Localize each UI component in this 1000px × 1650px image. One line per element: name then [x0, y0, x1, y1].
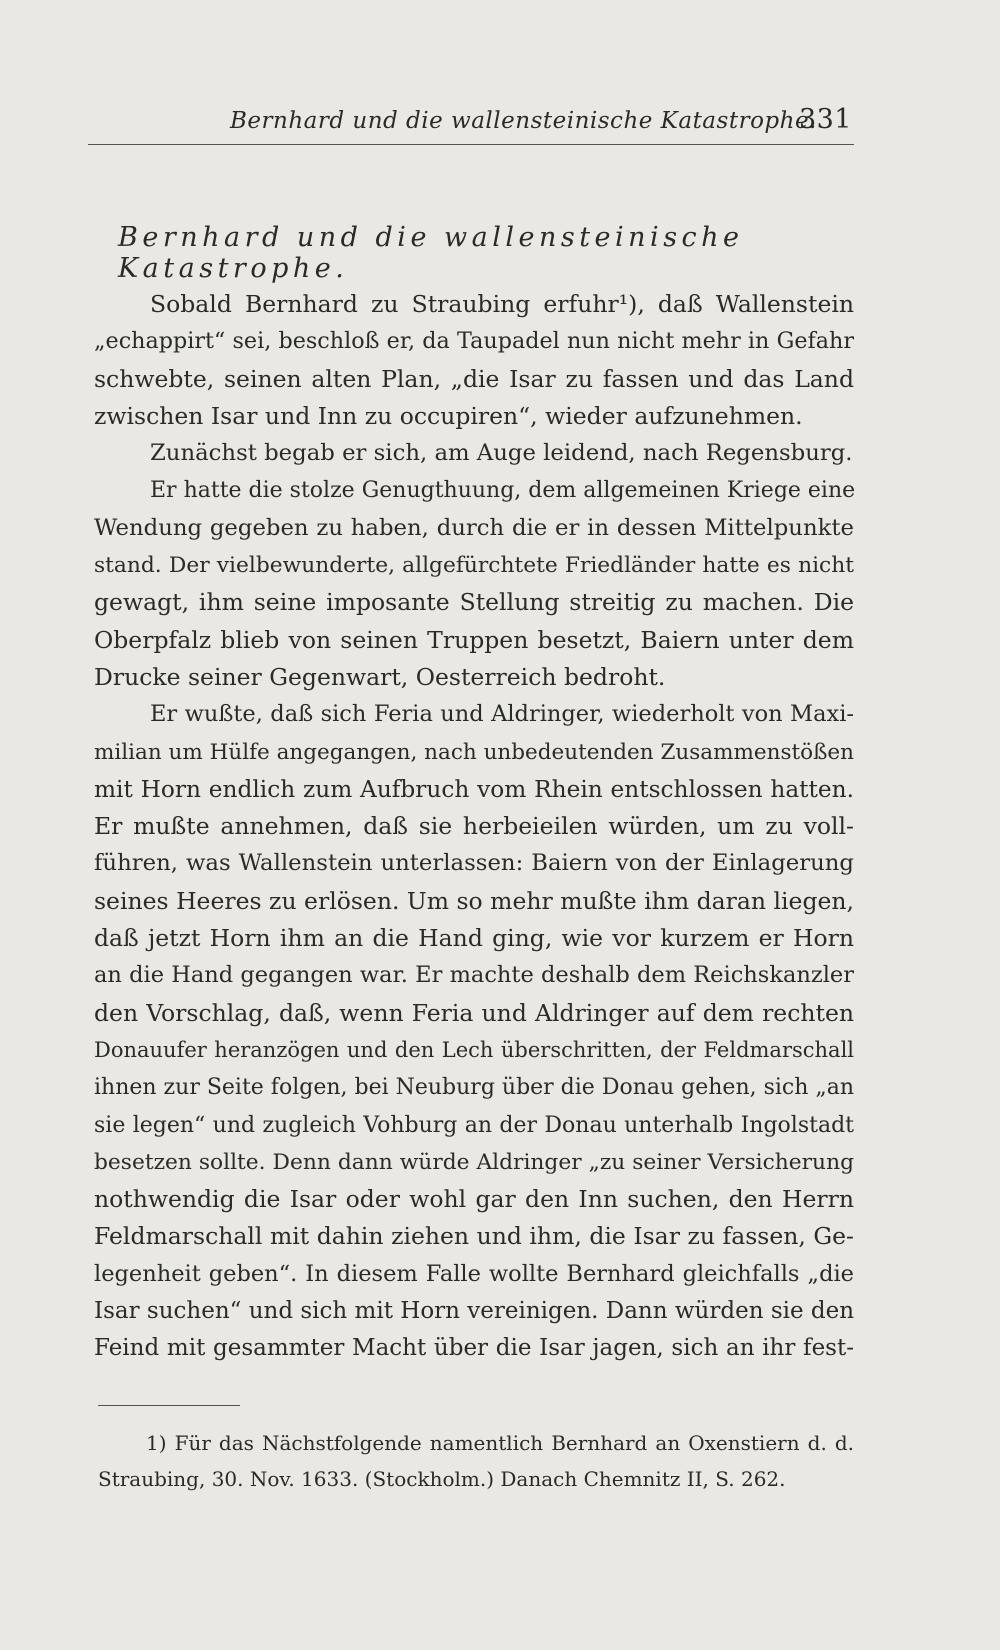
- text-line: Donauufer heranzögen und den Lech überschritten, der Feldmarschall: [94, 1037, 854, 1062]
- running-title: Bernhard und die wallensteinische Katastrophe.: [230, 108, 817, 134]
- text-line: seines Heeres zu erlösen. Um so mehr mußte ihm daran liegen,: [94, 886, 854, 915]
- text-line: Feldmarschall mit dahin ziehen und ihm, die Isar zu fassen, Ge-: [94, 1222, 854, 1251]
- text-line: sie legen“ und zugleich Vohburg an der Donau unterhalb Ingolstadt: [94, 1112, 854, 1138]
- text-line: mit Horn endlich zum Aufbruch vom Rhein entschlossen hatten.: [94, 775, 854, 803]
- text-line: nothwendig die Isar oder wohl gar den Inn suchen, den Herrn: [94, 1185, 854, 1214]
- footnote-line: Straubing, 30. Nov. 1633. (Stockholm.) Danach Chemnitz II, S. 262.: [98, 1467, 786, 1491]
- text-line: Oberpfalz blieb von seinen Truppen besetzt, Baiern unter dem: [94, 625, 854, 654]
- text-line: Er wußte, daß sich Feria und Aldringer, wiederholt von Maxi-: [150, 701, 854, 728]
- text-line: Zunächst begab er sich, am Auge leidend, nach Regensburg.: [150, 440, 853, 467]
- body-text: [94, 286, 854, 1368]
- footnote-divider: [98, 1405, 240, 1406]
- text-line: ihnen zur Seite folgen, bei Neuburg über die Donau gehen, sich „an: [94, 1075, 855, 1101]
- text-line: zwischen Isar und Inn zu occupiren“, wieder aufzunehmen.: [94, 401, 803, 430]
- text-line: gewagt, ihm seine imposante Stellung streitig zu machen. Die: [94, 588, 854, 617]
- text-line: führen, was Wallenstein unterlassen: Baiern von der Einlagerung: [94, 850, 854, 877]
- text-line: Sobald Bernhard zu Straubing erfuhr¹), daß Wallenstein: [150, 290, 854, 318]
- text-line: Drucke seiner Gegenwart, Oesterreich bedroht.: [94, 662, 666, 691]
- text-line: „echappirt“ sei, beschloß er, da Taupadel nun nicht mehr in Gefahr: [94, 328, 854, 355]
- chapter-title: Bernhard und die wallensteinische Katastrophe.: [118, 222, 744, 284]
- text-line: Feind mit gesammter Macht über die Isar jagen, sich an ihr fest-: [94, 1335, 854, 1362]
- text-line: daß jetzt Horn ihm an die Hand ging, wie vor kurzem er Horn: [94, 924, 854, 953]
- text-line: an die Hand gegangen war. Er machte deshalb dem Reichskanzler: [94, 962, 854, 989]
- footnotes: [98, 1425, 854, 1497]
- text-line: den Vorschlag, daß, wenn Feria und Aldringer auf dem rechten: [94, 998, 854, 1027]
- text-line: milian um Hülfe angegangen, nach unbedeutenden Zusammenstößen: [94, 739, 854, 765]
- text-line: besetzen sollte. Denn dann würde Aldringer „zu seiner Versicherung: [94, 1149, 854, 1175]
- text-line: Er hatte die stolze Genugthuung, dem allgemeinen Kriege eine: [150, 478, 856, 504]
- running-header: [88, 104, 854, 145]
- footnote-line: 1) Für das Nächstfolgende namentlich Bernhard an Oxenstiern d. d.: [146, 1431, 854, 1455]
- text-line: schwebte, seinen alten Plan, „die Isar zu fassen und das Land: [94, 364, 854, 393]
- text-line: Wendung gegeben zu haben, durch die er in dessen Mittelpunkte: [94, 514, 854, 541]
- page-number: 331: [798, 104, 852, 135]
- text-line: stand. Der vielbewunderte, allgefürchtete Friedländer hatte es nicht: [94, 553, 854, 579]
- text-line: legenheit geben“. In diesem Falle wollte Bernhard gleichfalls „die: [94, 1260, 854, 1287]
- text-line: Isar suchen“ und sich mit Horn vereinigen. Dann würden sie den: [94, 1298, 855, 1325]
- text-line: Er mußte annehmen, daß sie herbeieilen würden, um zu voll-: [94, 812, 854, 841]
